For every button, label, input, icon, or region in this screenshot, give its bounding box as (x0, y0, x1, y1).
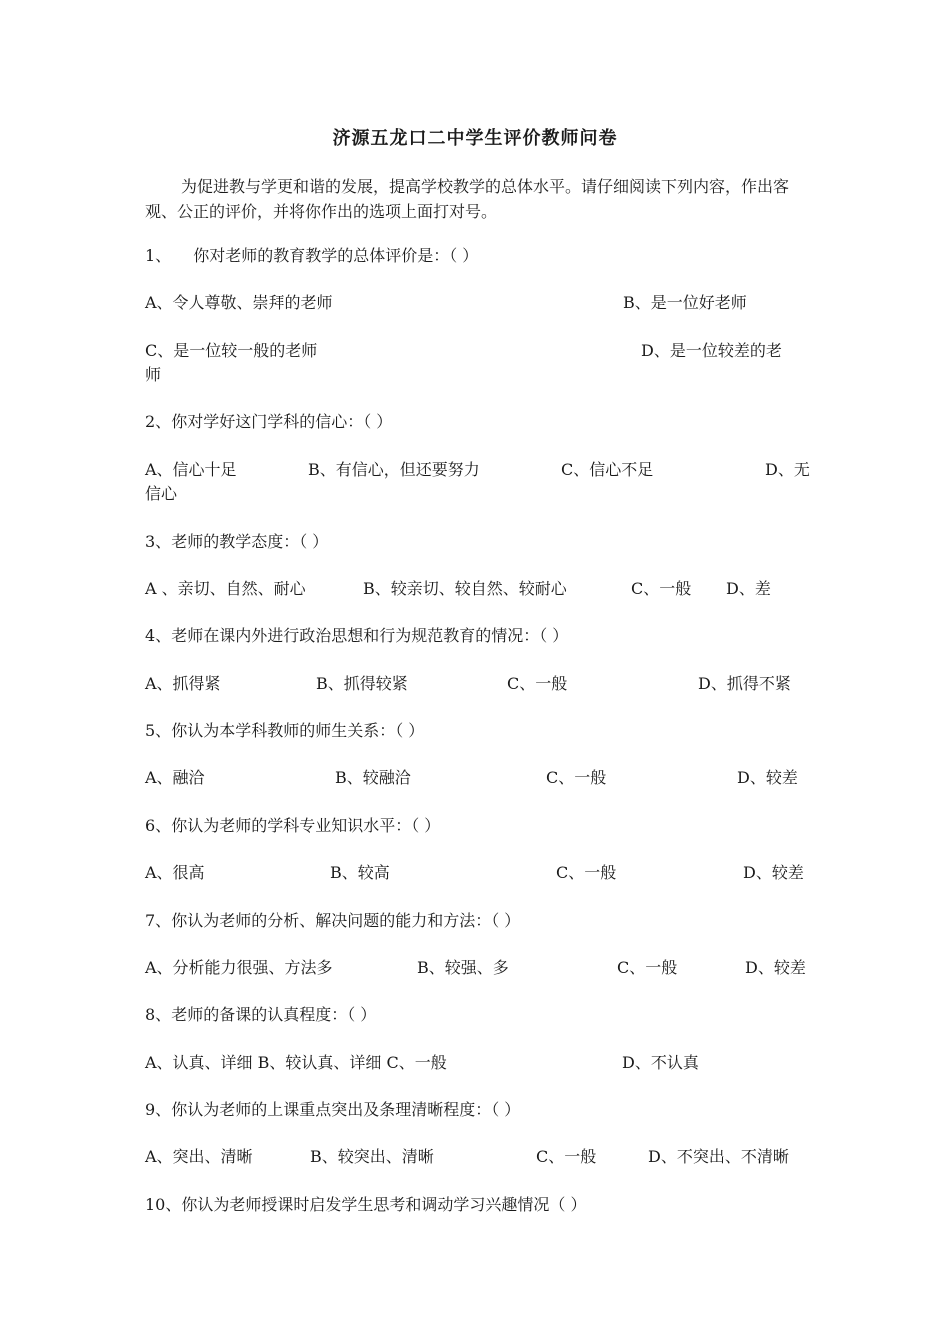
option-b[interactable]: B、较高 (330, 863, 390, 882)
option-d[interactable]: D、差 (726, 579, 771, 598)
option-a[interactable]: A、很高 (145, 863, 205, 882)
option-d[interactable]: D、较差 (743, 863, 804, 882)
option-a[interactable]: A、融洽 (145, 768, 205, 787)
option-d[interactable]: D、无 (765, 460, 810, 479)
question-text: 老师的教学态度：（ ） (171, 532, 329, 551)
intro-paragraph: 为促进教与学更和谐的发展，提高学校教学的总体水平。请仔细阅读下列内容，作出客观、公正的评价，并将你作出的选项上面打对号。 (145, 177, 790, 221)
option-b[interactable]: B、较亲切、较自然、较耐心 (363, 579, 567, 598)
option-a[interactable]: A、突出、清晰 (145, 1147, 253, 1166)
option-d[interactable]: D、抓得不紧 (698, 674, 791, 693)
option-d[interactable]: D、不认真 (622, 1053, 699, 1072)
question-4 (145, 624, 810, 648)
options-row-2 (145, 458, 810, 506)
question-text: 你对学好这门学科的信心：（ ） (171, 412, 393, 431)
question-text: 老师在课内外进行政治思想和行为规范教育的情况：（ ） (171, 626, 569, 645)
question-number: 10、 (145, 1195, 182, 1214)
question-number: 3、 (145, 532, 172, 551)
question-number: 2、 (145, 412, 172, 431)
question-number: 9、 (145, 1100, 172, 1119)
question-10 (145, 1193, 810, 1217)
option-d[interactable]: D、是一位较差的老 (641, 341, 782, 360)
question-number: 1、 (145, 246, 172, 265)
option-c[interactable]: C、信心不足 (561, 460, 654, 479)
question-text: 你认为老师的分析、解决问题的能力和方法：（ ） (171, 911, 521, 930)
question-text: 老师的备课的认真程度：（ ） (171, 1005, 377, 1024)
option-d[interactable]: D、不突出、不清晰 (648, 1147, 789, 1166)
option-c[interactable]: C、一般 (631, 579, 692, 598)
question-number: 5、 (145, 721, 172, 740)
question-2 (145, 410, 810, 434)
question-text: 你认为老师授课时启发学生思考和调动学习兴趣情况（ ） (181, 1195, 587, 1214)
option-c[interactable]: C、一般 (536, 1147, 597, 1166)
option-a[interactable]: A、信心十足 (145, 460, 237, 479)
question-5 (145, 719, 810, 743)
question-text: 你认为老师的上课重点突出及条理清晰程度：（ ） (171, 1100, 521, 1119)
option-c[interactable]: C、一般 (507, 674, 568, 693)
option-c[interactable]: C、一般 (546, 768, 607, 787)
option-a[interactable]: A、抓得紧 (145, 674, 221, 693)
option-c[interactable]: C、是一位较一般的老师 (145, 341, 318, 360)
option-b[interactable]: B、抓得较紧 (316, 674, 408, 693)
option-d[interactable]: D、较差 (737, 768, 798, 787)
option-c[interactable]: C、一般 (617, 958, 678, 977)
question-number: 4、 (145, 626, 172, 645)
option-d-wrap: 师 (145, 365, 162, 384)
question-number: 6、 (145, 816, 172, 835)
question-number: 8、 (145, 1005, 172, 1024)
question-3 (145, 530, 810, 554)
question-7 (145, 909, 810, 933)
question-8 (145, 1003, 810, 1027)
question-9 (145, 1098, 810, 1122)
option-a[interactable]: A 、亲切、自然、耐心 (145, 579, 306, 598)
page-title: 济源五龙口二中学生评价教师问卷 (332, 128, 618, 149)
question-1 (145, 244, 810, 268)
option-b[interactable]: B、较融洽 (335, 768, 411, 787)
question-text: 你认为老师的学科专业知识水平：（ ） (171, 816, 441, 835)
option-b[interactable]: B、有信心，但还要努力 (308, 460, 480, 479)
option-a[interactable]: A、令人尊敬、崇拜的老师 (145, 293, 333, 312)
option-d[interactable]: D、较差 (745, 958, 806, 977)
option-b[interactable]: B、较强、多 (417, 958, 509, 977)
options-row-1b (145, 339, 810, 387)
option-b[interactable]: B、是一位好老师 (623, 293, 747, 312)
option-b[interactable]: B、较突出、清晰 (310, 1147, 434, 1166)
option-d-wrap: 信心 (145, 484, 178, 503)
question-text: 你认为本学科教师的师生关系：（ ） (171, 721, 425, 740)
question-text: 你对老师的教育教学的总体评价是：（ ） (193, 246, 479, 265)
option-a[interactable]: A、分析能力很强、方法多 (145, 958, 333, 977)
option-abc[interactable]: A、认真、详细 B、较认真、详细 C、一般 (145, 1053, 447, 1072)
option-c[interactable]: C、一般 (556, 863, 617, 882)
question-number: 7、 (145, 911, 172, 930)
question-6 (145, 814, 810, 838)
